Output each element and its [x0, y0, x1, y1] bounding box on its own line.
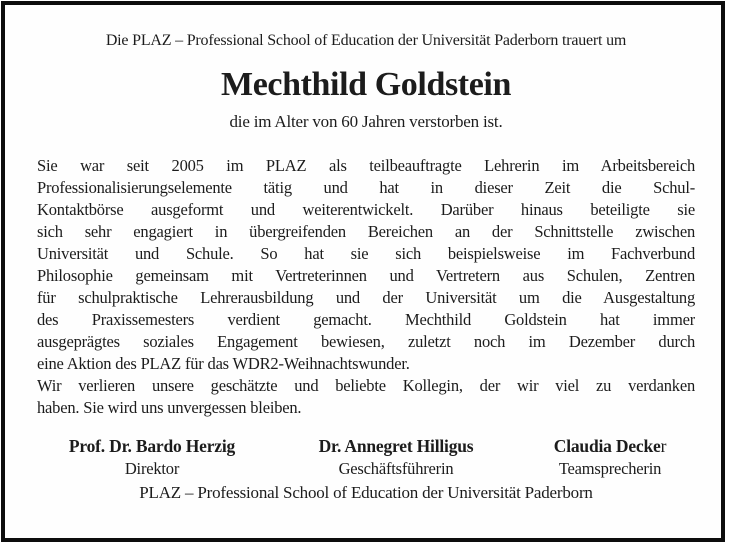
signer-role: Direktor — [124, 459, 180, 478]
signer-name-bold: Prof. Dr. Bardo Herzig — [68, 436, 236, 456]
text-line: ausgeprägtes soziales Engagement bewiesen, zuletzt noch im Dezember durch — [37, 332, 695, 351]
signer-managing-director — [289, 435, 504, 480]
intro-line: Die PLAZ – Professional School of Education der Universität Paderborn trauert um — [105, 32, 627, 49]
signature-row — [37, 435, 695, 480]
signer-director — [37, 435, 267, 480]
signer-name-bold: Claudia Decke — [553, 436, 661, 456]
text-line: Philosophie gemeinsam mit Vertreterinnen und Vertretern aus Schulen, Zentren — [37, 266, 695, 285]
age-line: die im Alter von 60 Jahren verstorben ist. — [229, 112, 503, 131]
signer-name — [289, 435, 504, 458]
deceased-name: Mechthild Goldstein — [221, 66, 511, 103]
text-line: für schulpraktische Lehrerausbildung und der Universität um die Ausgestaltung — [37, 288, 695, 307]
paragraph-career — [37, 155, 695, 375]
text-line: Wir verlieren unsere geschätzte und beliebte Kollegin, der wir viel zu verdanken — [37, 376, 695, 395]
text-line: haben. Sie wird uns unvergessen bleiben. — [37, 398, 302, 417]
signer-name — [525, 435, 695, 458]
signer-team-speaker — [525, 435, 695, 480]
signer-role: Geschäftsführerin — [338, 459, 454, 478]
text-line: des Praxissemesters verdient gemacht. Mechthild Goldstein hat immer — [37, 310, 695, 329]
notice-border-frame — [1, 1, 725, 542]
signer-name-bold: Dr. Annegret Hilligus — [318, 436, 474, 456]
text-line: Kontaktbörse ausgeformt und weiterentwickelt. Darüber hinaus beteiligte sie — [37, 200, 695, 219]
text-line: Sie war seit 2005 im PLAZ als teilbeauftragte Lehrerin im Arbeitsbereich — [37, 156, 695, 175]
signer-name-tail: r — [660, 436, 667, 456]
text-line: sich sehr engagiert in übergreifenden Bereichen an der Schnittstelle zwischen — [37, 222, 695, 241]
text-line: Universität und Schule. So hat sie sich beispielsweise im Fachverbund — [37, 244, 695, 263]
text-line: eine Aktion des PLAZ für das WDR2-Weihnachtswunder. — [37, 354, 410, 373]
signer-role: Teamsprecherin — [558, 459, 662, 478]
organization-line: PLAZ – Professional School of Education der Universität Paderborn — [139, 483, 593, 502]
paragraph-farewell — [37, 375, 695, 419]
signer-name — [37, 435, 267, 458]
text-line: Professionalisierungselemente tätig und hat in dieser Zeit die Schul- — [37, 178, 695, 197]
obituary-text — [37, 155, 695, 419]
